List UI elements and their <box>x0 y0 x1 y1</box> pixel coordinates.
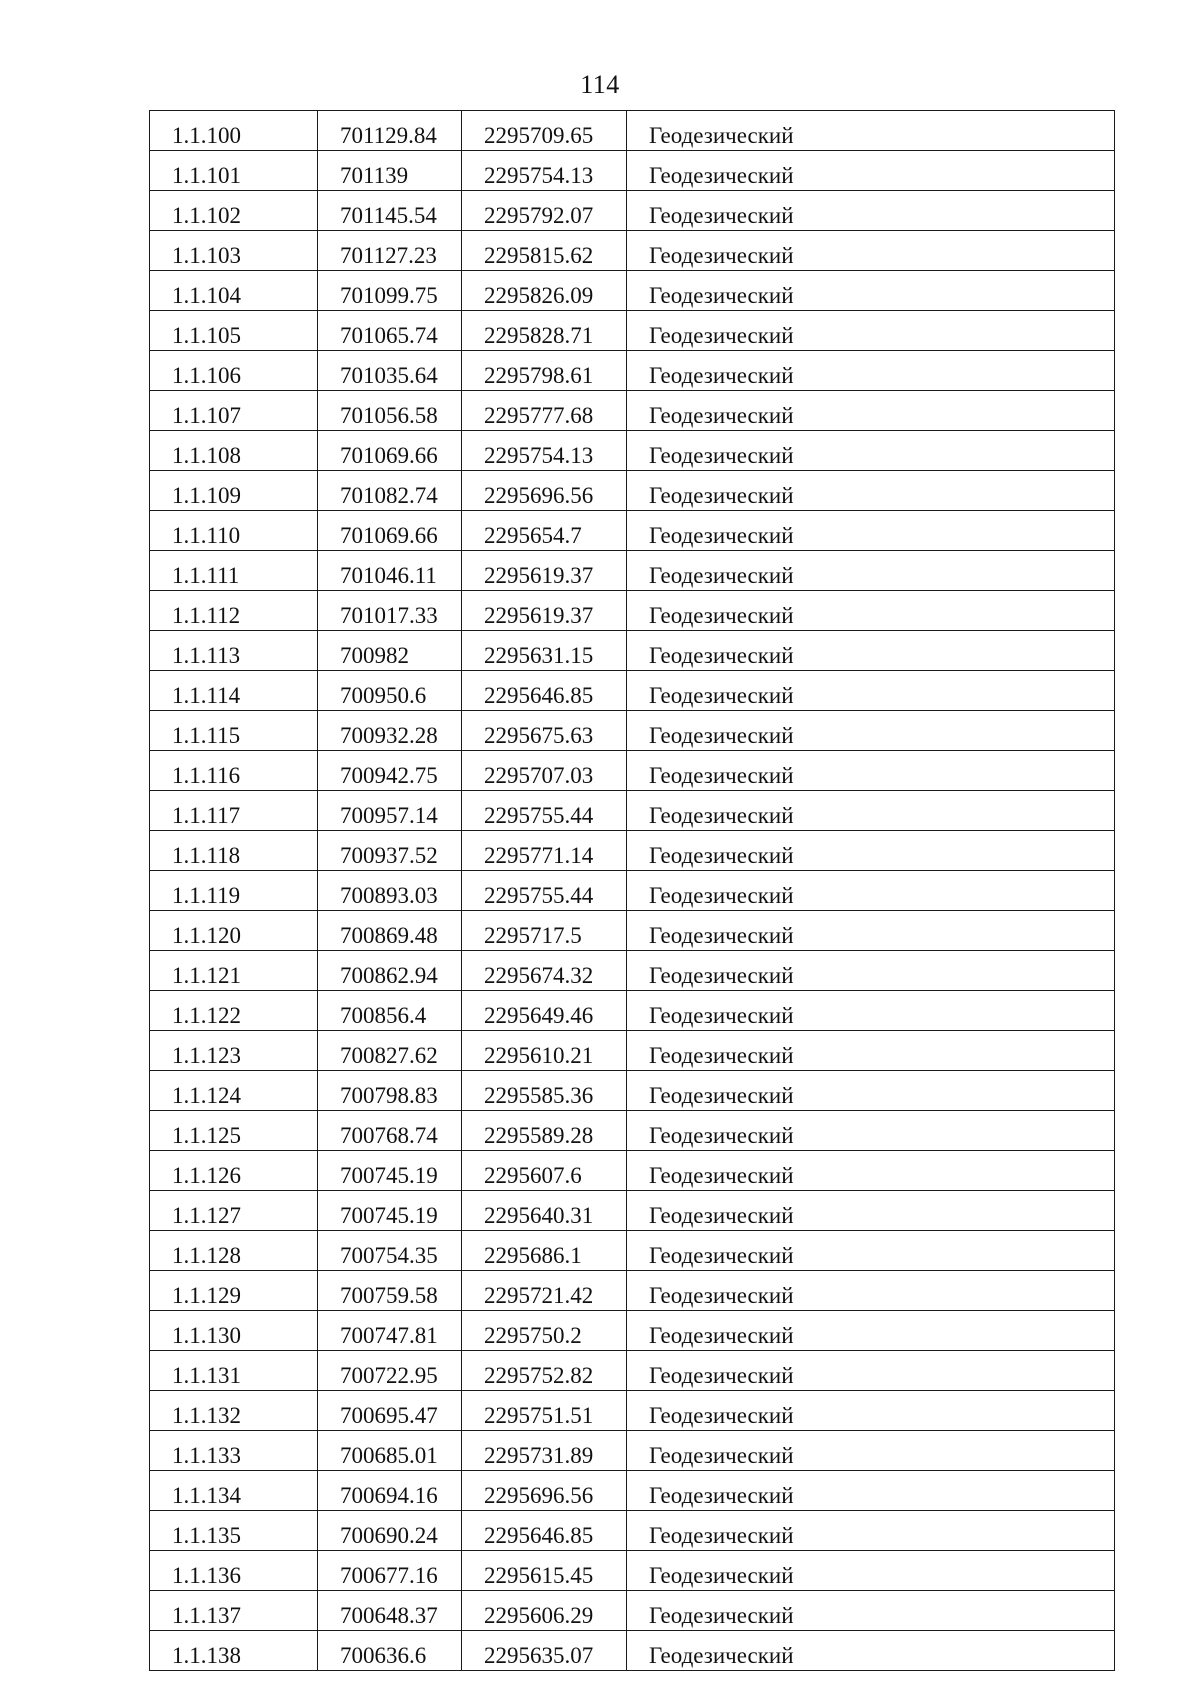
x-coordinate-cell: 700982 <box>318 631 462 671</box>
point-number-cell: 1.1.109 <box>150 471 318 511</box>
x-coordinate-cell: 701129.84 <box>318 111 462 151</box>
x-coordinate-cell: 700745.19 <box>318 1191 462 1231</box>
method-cell: Геодезический <box>627 1511 1115 1551</box>
point-number-cell: 1.1.106 <box>150 351 318 391</box>
table-row <box>150 1391 1115 1431</box>
method-cell: Геодезический <box>627 271 1115 311</box>
y-coordinate-cell: 2295631.15 <box>462 631 627 671</box>
y-coordinate-cell: 2295815.62 <box>462 231 627 271</box>
point-number-cell: 1.1.120 <box>150 911 318 951</box>
x-coordinate-cell: 700677.16 <box>318 1551 462 1591</box>
x-coordinate-cell: 700685.01 <box>318 1431 462 1471</box>
method-cell: Геодезический <box>627 1031 1115 1071</box>
method-cell: Геодезический <box>627 671 1115 711</box>
method-cell: Геодезический <box>627 111 1115 151</box>
x-coordinate-cell: 700798.83 <box>318 1071 462 1111</box>
point-number-cell: 1.1.127 <box>150 1191 318 1231</box>
point-number-cell: 1.1.104 <box>150 271 318 311</box>
point-number-cell: 1.1.132 <box>150 1391 318 1431</box>
x-coordinate-cell: 700695.47 <box>318 1391 462 1431</box>
y-coordinate-cell: 2295754.13 <box>462 151 627 191</box>
y-coordinate-cell: 2295754.13 <box>462 431 627 471</box>
y-coordinate-cell: 2295696.56 <box>462 471 627 511</box>
x-coordinate-cell: 701065.74 <box>318 311 462 351</box>
y-coordinate-cell: 2295751.51 <box>462 1391 627 1431</box>
x-coordinate-cell: 700893.03 <box>318 871 462 911</box>
method-cell: Геодезический <box>627 311 1115 351</box>
x-coordinate-cell: 701082.74 <box>318 471 462 511</box>
method-cell: Геодезический <box>627 431 1115 471</box>
y-coordinate-cell: 2295798.61 <box>462 351 627 391</box>
point-number-cell: 1.1.107 <box>150 391 318 431</box>
page-number: 114 <box>580 70 620 99</box>
x-coordinate-cell: 701127.23 <box>318 231 462 271</box>
x-coordinate-cell: 701017.33 <box>318 591 462 631</box>
point-number-cell: 1.1.102 <box>150 191 318 231</box>
method-cell: Геодезический <box>627 1591 1115 1631</box>
point-number-cell: 1.1.125 <box>150 1111 318 1151</box>
method-cell: Геодезический <box>627 1231 1115 1271</box>
point-number-cell: 1.1.110 <box>150 511 318 551</box>
y-coordinate-cell: 2295731.89 <box>462 1431 627 1471</box>
point-number-cell: 1.1.101 <box>150 151 318 191</box>
x-coordinate-cell: 701046.11 <box>318 551 462 591</box>
method-cell: Геодезический <box>627 751 1115 791</box>
x-coordinate-cell: 700942.75 <box>318 751 462 791</box>
point-number-cell: 1.1.116 <box>150 751 318 791</box>
method-cell: Геодезический <box>627 191 1115 231</box>
table-row <box>150 1271 1115 1311</box>
y-coordinate-cell: 2295752.82 <box>462 1351 627 1391</box>
table-row <box>150 1031 1115 1071</box>
method-cell: Геодезический <box>627 1551 1115 1591</box>
y-coordinate-cell: 2295717.5 <box>462 911 627 951</box>
point-number-cell: 1.1.112 <box>150 591 318 631</box>
table-row <box>150 591 1115 631</box>
x-coordinate-cell: 700636.6 <box>318 1631 462 1671</box>
y-coordinate-cell: 2295640.31 <box>462 1191 627 1231</box>
method-cell: Геодезический <box>627 151 1115 191</box>
y-coordinate-cell: 2295750.2 <box>462 1311 627 1351</box>
point-number-cell: 1.1.115 <box>150 711 318 751</box>
point-number-cell: 1.1.108 <box>150 431 318 471</box>
method-cell: Геодезический <box>627 991 1115 1031</box>
point-number-cell: 1.1.118 <box>150 831 318 871</box>
y-coordinate-cell: 2295721.42 <box>462 1271 627 1311</box>
x-coordinate-cell: 700690.24 <box>318 1511 462 1551</box>
method-cell: Геодезический <box>627 1631 1115 1671</box>
table-row <box>150 1551 1115 1591</box>
point-number-cell: 1.1.134 <box>150 1471 318 1511</box>
table-row <box>150 1431 1115 1471</box>
table-row <box>150 271 1115 311</box>
point-number-cell: 1.1.103 <box>150 231 318 271</box>
point-number-cell: 1.1.126 <box>150 1151 318 1191</box>
method-cell: Геодезический <box>627 1311 1115 1351</box>
y-coordinate-cell: 2295606.29 <box>462 1591 627 1631</box>
x-coordinate-cell: 700950.6 <box>318 671 462 711</box>
y-coordinate-cell: 2295615.45 <box>462 1551 627 1591</box>
y-coordinate-cell: 2295755.44 <box>462 791 627 831</box>
y-coordinate-cell: 2295792.07 <box>462 191 627 231</box>
x-coordinate-cell: 701099.75 <box>318 271 462 311</box>
x-coordinate-cell: 700856.4 <box>318 991 462 1031</box>
x-coordinate-cell: 700754.35 <box>318 1231 462 1271</box>
point-number-cell: 1.1.111 <box>150 551 318 591</box>
x-coordinate-cell: 701069.66 <box>318 511 462 551</box>
point-number-cell: 1.1.119 <box>150 871 318 911</box>
point-number-cell: 1.1.100 <box>150 111 318 151</box>
method-cell: Геодезический <box>627 351 1115 391</box>
point-number-cell: 1.1.114 <box>150 671 318 711</box>
table-row <box>150 791 1115 831</box>
x-coordinate-cell: 700937.52 <box>318 831 462 871</box>
method-cell: Геодезический <box>627 1071 1115 1111</box>
x-coordinate-cell: 700932.28 <box>318 711 462 751</box>
point-number-cell: 1.1.137 <box>150 1591 318 1631</box>
x-coordinate-cell: 700648.37 <box>318 1591 462 1631</box>
y-coordinate-cell: 2295755.44 <box>462 871 627 911</box>
table-row <box>150 1071 1115 1111</box>
method-cell: Геодезический <box>627 631 1115 671</box>
y-coordinate-cell: 2295707.03 <box>462 751 627 791</box>
method-cell: Геодезический <box>627 951 1115 991</box>
y-coordinate-cell: 2295649.46 <box>462 991 627 1031</box>
table-row <box>150 1311 1115 1351</box>
table-row <box>150 1231 1115 1271</box>
method-cell: Геодезический <box>627 1391 1115 1431</box>
y-coordinate-cell: 2295607.6 <box>462 1151 627 1191</box>
x-coordinate-cell: 700694.16 <box>318 1471 462 1511</box>
table-row <box>150 711 1115 751</box>
table-row <box>150 1111 1115 1151</box>
table-row <box>150 1631 1115 1671</box>
y-coordinate-cell: 2295589.28 <box>462 1111 627 1151</box>
table-row <box>150 231 1115 271</box>
point-number-cell: 1.1.138 <box>150 1631 318 1671</box>
point-number-cell: 1.1.129 <box>150 1271 318 1311</box>
y-coordinate-cell: 2295674.32 <box>462 951 627 991</box>
point-number-cell: 1.1.105 <box>150 311 318 351</box>
table-row <box>150 1191 1115 1231</box>
method-cell: Геодезический <box>627 791 1115 831</box>
y-coordinate-cell: 2295619.37 <box>462 591 627 631</box>
y-coordinate-cell: 2295826.09 <box>462 271 627 311</box>
coordinates-table-body <box>150 111 1115 1671</box>
table-row <box>150 871 1115 911</box>
y-coordinate-cell: 2295635.07 <box>462 1631 627 1671</box>
y-coordinate-cell: 2295777.68 <box>462 391 627 431</box>
point-number-cell: 1.1.133 <box>150 1431 318 1471</box>
table-row <box>150 111 1115 151</box>
table-row <box>150 431 1115 471</box>
method-cell: Геодезический <box>627 911 1115 951</box>
x-coordinate-cell: 701139 <box>318 151 462 191</box>
x-coordinate-cell: 700862.94 <box>318 951 462 991</box>
table-row <box>150 671 1115 711</box>
x-coordinate-cell: 701035.64 <box>318 351 462 391</box>
coordinates-table <box>149 110 1115 1671</box>
point-number-cell: 1.1.121 <box>150 951 318 991</box>
point-number-cell: 1.1.123 <box>150 1031 318 1071</box>
y-coordinate-cell: 2295610.21 <box>462 1031 627 1071</box>
x-coordinate-cell: 700827.62 <box>318 1031 462 1071</box>
x-coordinate-cell: 700759.58 <box>318 1271 462 1311</box>
y-coordinate-cell: 2295686.1 <box>462 1231 627 1271</box>
table-row <box>150 191 1115 231</box>
method-cell: Геодезический <box>627 591 1115 631</box>
method-cell: Геодезический <box>627 1271 1115 1311</box>
point-number-cell: 1.1.130 <box>150 1311 318 1351</box>
method-cell: Геодезический <box>627 1431 1115 1471</box>
point-number-cell: 1.1.113 <box>150 631 318 671</box>
table-row <box>150 631 1115 671</box>
x-coordinate-cell: 700722.95 <box>318 1351 462 1391</box>
table-row <box>150 391 1115 431</box>
point-number-cell: 1.1.122 <box>150 991 318 1031</box>
method-cell: Геодезический <box>627 231 1115 271</box>
table-row <box>150 351 1115 391</box>
method-cell: Геодезический <box>627 1151 1115 1191</box>
point-number-cell: 1.1.131 <box>150 1351 318 1391</box>
table-row <box>150 511 1115 551</box>
x-coordinate-cell: 700957.14 <box>318 791 462 831</box>
x-coordinate-cell: 701056.58 <box>318 391 462 431</box>
table-row <box>150 1151 1115 1191</box>
point-number-cell: 1.1.135 <box>150 1511 318 1551</box>
table-row <box>150 951 1115 991</box>
table-row <box>150 151 1115 191</box>
y-coordinate-cell: 2295585.36 <box>462 1071 627 1111</box>
x-coordinate-cell: 700745.19 <box>318 1151 462 1191</box>
x-coordinate-cell: 701145.54 <box>318 191 462 231</box>
point-number-cell: 1.1.136 <box>150 1551 318 1591</box>
table-row <box>150 311 1115 351</box>
method-cell: Геодезический <box>627 871 1115 911</box>
y-coordinate-cell: 2295771.14 <box>462 831 627 871</box>
table-row <box>150 471 1115 511</box>
method-cell: Геодезический <box>627 1471 1115 1511</box>
x-coordinate-cell: 700869.48 <box>318 911 462 951</box>
method-cell: Геодезический <box>627 831 1115 871</box>
table-row <box>150 831 1115 871</box>
method-cell: Геодезический <box>627 391 1115 431</box>
method-cell: Геодезический <box>627 1191 1115 1231</box>
y-coordinate-cell: 2295654.7 <box>462 511 627 551</box>
table-row <box>150 551 1115 591</box>
y-coordinate-cell: 2295696.56 <box>462 1471 627 1511</box>
table-row <box>150 1471 1115 1511</box>
table-row <box>150 1591 1115 1631</box>
x-coordinate-cell: 701069.66 <box>318 431 462 471</box>
point-number-cell: 1.1.117 <box>150 791 318 831</box>
y-coordinate-cell: 2295828.71 <box>462 311 627 351</box>
table-row <box>150 991 1115 1031</box>
y-coordinate-cell: 2295619.37 <box>462 551 627 591</box>
method-cell: Геодезический <box>627 1351 1115 1391</box>
method-cell: Геодезический <box>627 711 1115 751</box>
method-cell: Геодезический <box>627 471 1115 511</box>
y-coordinate-cell: 2295675.63 <box>462 711 627 751</box>
y-coordinate-cell: 2295709.65 <box>462 111 627 151</box>
y-coordinate-cell: 2295646.85 <box>462 1511 627 1551</box>
table-row <box>150 911 1115 951</box>
method-cell: Геодезический <box>627 1111 1115 1151</box>
method-cell: Геодезический <box>627 551 1115 591</box>
point-number-cell: 1.1.128 <box>150 1231 318 1271</box>
method-cell: Геодезический <box>627 511 1115 551</box>
table-row <box>150 1351 1115 1391</box>
table-row <box>150 751 1115 791</box>
point-number-cell: 1.1.124 <box>150 1071 318 1111</box>
table-row <box>150 1511 1115 1551</box>
x-coordinate-cell: 700747.81 <box>318 1311 462 1351</box>
x-coordinate-cell: 700768.74 <box>318 1111 462 1151</box>
y-coordinate-cell: 2295646.85 <box>462 671 627 711</box>
